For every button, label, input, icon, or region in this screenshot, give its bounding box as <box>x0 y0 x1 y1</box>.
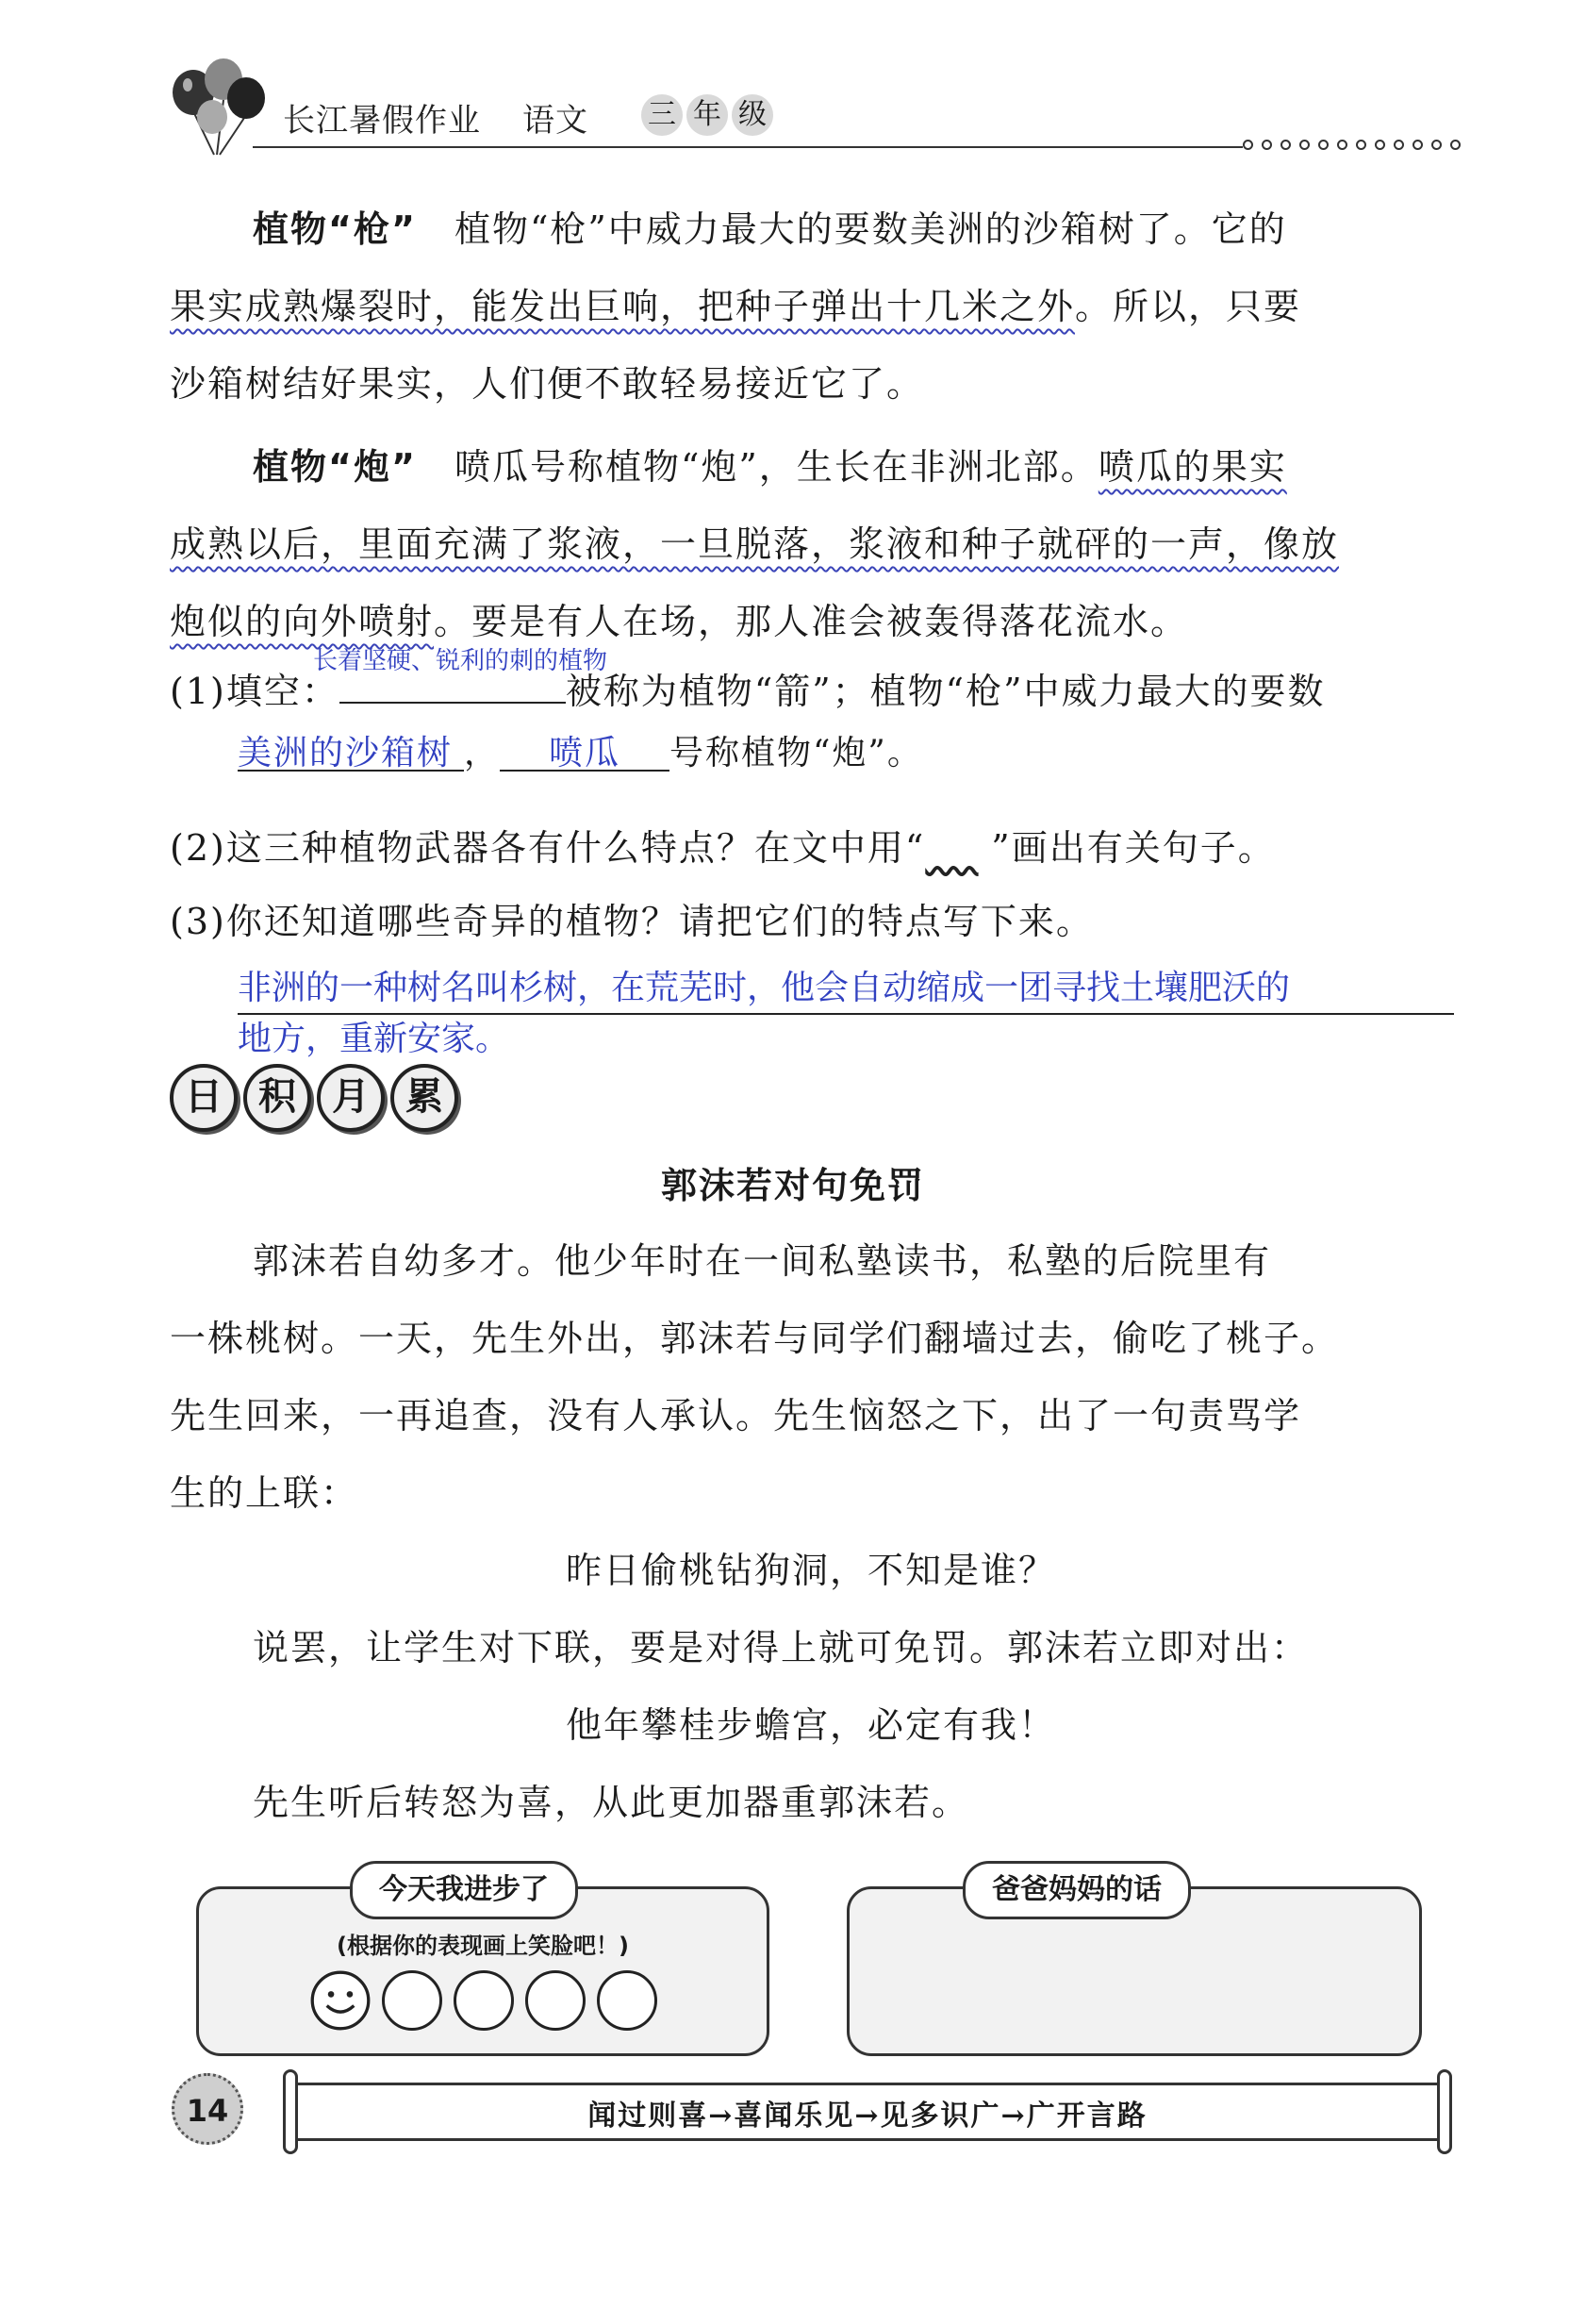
parents-box[interactable] <box>847 1873 1422 2056</box>
story: 郭沫若自幼多才。他少年时在一间私塾读书，私塾的后院里有 一株桃树。一天，先生外出，郭沫若与同学们翻墙过去，偷吃了桃子。 先生回来，一再追查，没有人承认。先生恼怒之下，出了一句责骂学 生的上联： 昨日偷桃钻狗洞，不知是谁？ 说罢，让学生对下联，要是对得上就可免罚。郭沫若立即对出： 他年攀桂步蟾宫，必定有我！ 先生听后转怒为喜，从此更加器重郭沫若。 <box>170 1222 1452 1841</box>
parents-label: 爸爸妈妈的话 <box>963 1861 1191 1919</box>
empty-face-circle[interactable] <box>597 1970 657 2031</box>
couplet-second: 他年攀桂步蟾宫，必定有我！ <box>565 1704 1056 1746</box>
motto-text: 闻过则喜→喜闻乐见→见多识广→广开言路 <box>587 2100 1148 2133</box>
handwritten-note: 长着坚硬、锐利的刺的植物 <box>313 647 608 675</box>
underlined-sentence: 果实成熟爆裂时，能发出巨响，把种子弹出十几米之外 <box>170 286 1076 327</box>
book-title: 长江暑假作业 语文 <box>283 102 588 140</box>
couplet-first: 昨日偷桃钻狗洞，不知是谁？ <box>565 1550 1056 1591</box>
question-3-answer[interactable]: 非洲的一种树名叫杉树，在荒芜时，他会自动缩成一团寻找土壤肥沃的 地方，重新安家。 <box>238 964 1454 1064</box>
page-number: 14 <box>172 2073 243 2145</box>
subject-label: 语文 <box>522 102 588 140</box>
question-1: (1)填空： 被称为植物“箭”；植物“枪”中威力最大的要数 <box>170 653 1452 730</box>
answer-2[interactable]: 喷瓜 <box>500 726 669 772</box>
wavy-mark-icon <box>925 809 991 887</box>
grade-label: 三 年 级 <box>641 94 773 136</box>
progress-box <box>196 1873 769 2056</box>
progress-label: 今天我进步了 <box>350 1861 578 1919</box>
answer-1[interactable]: 美洲的沙箱树 <box>238 726 464 772</box>
empty-face-circle[interactable] <box>454 1970 514 2031</box>
smiley-row <box>310 1970 657 2031</box>
answer-blank[interactable] <box>339 658 566 704</box>
story-title: 郭沫若对句免罚 <box>660 1165 925 1206</box>
empty-face-circle[interactable] <box>525 1970 586 2031</box>
section-badge: 日 积 月 累 <box>170 1064 458 1132</box>
balloons-icon <box>165 55 269 158</box>
question-1-line-2: 美洲的沙箱树 ， 喷瓜 号称植物“炮”。 <box>238 726 923 774</box>
underlined-sentence: 成熟以后，里面充满了浆液，一旦脱落，浆液和种子就砰的一声，像放 <box>170 523 1340 565</box>
question-2: (2)这三种植物武器各有什么特点？在文中用“ ”画出有关句子。 (3)你还知道哪些奇异的植物？请把它们的特点写下来。 <box>170 809 1452 960</box>
cannon-term: 植物“炮” <box>253 446 417 488</box>
header-dots <box>1243 140 1461 150</box>
empty-face-circle[interactable] <box>382 1970 442 2031</box>
question-3: (3)你还知道哪些奇异的植物？请把它们的特点写下来。 <box>170 901 1094 942</box>
header-divider <box>253 146 1243 148</box>
smiley-face-icon[interactable] <box>310 1970 371 2031</box>
progress-hint: (根据你的表现画上笑脸吧！) <box>337 1933 629 1959</box>
passage: 植物“枪” 植物“枪”中威力最大的要数美洲的沙箱树了。它的 果实成熟爆裂时，能发出巨响，把种子弹出十几米之外。所以，只要 沙箱树结好果实，人们便不敢轻易接近它了。 植物“炮” 喷瓜号称植物“炮”，生长在非洲北部。喷瓜的果实 成熟以后，里面充满了浆液，一旦脱落，浆液和种子就砰的一声，像放 炮似的向外喷射。要是有人在场，那人准会被轰得落花流水。 <box>170 208 1340 642</box>
gun-term: 植物“枪” <box>253 208 417 250</box>
